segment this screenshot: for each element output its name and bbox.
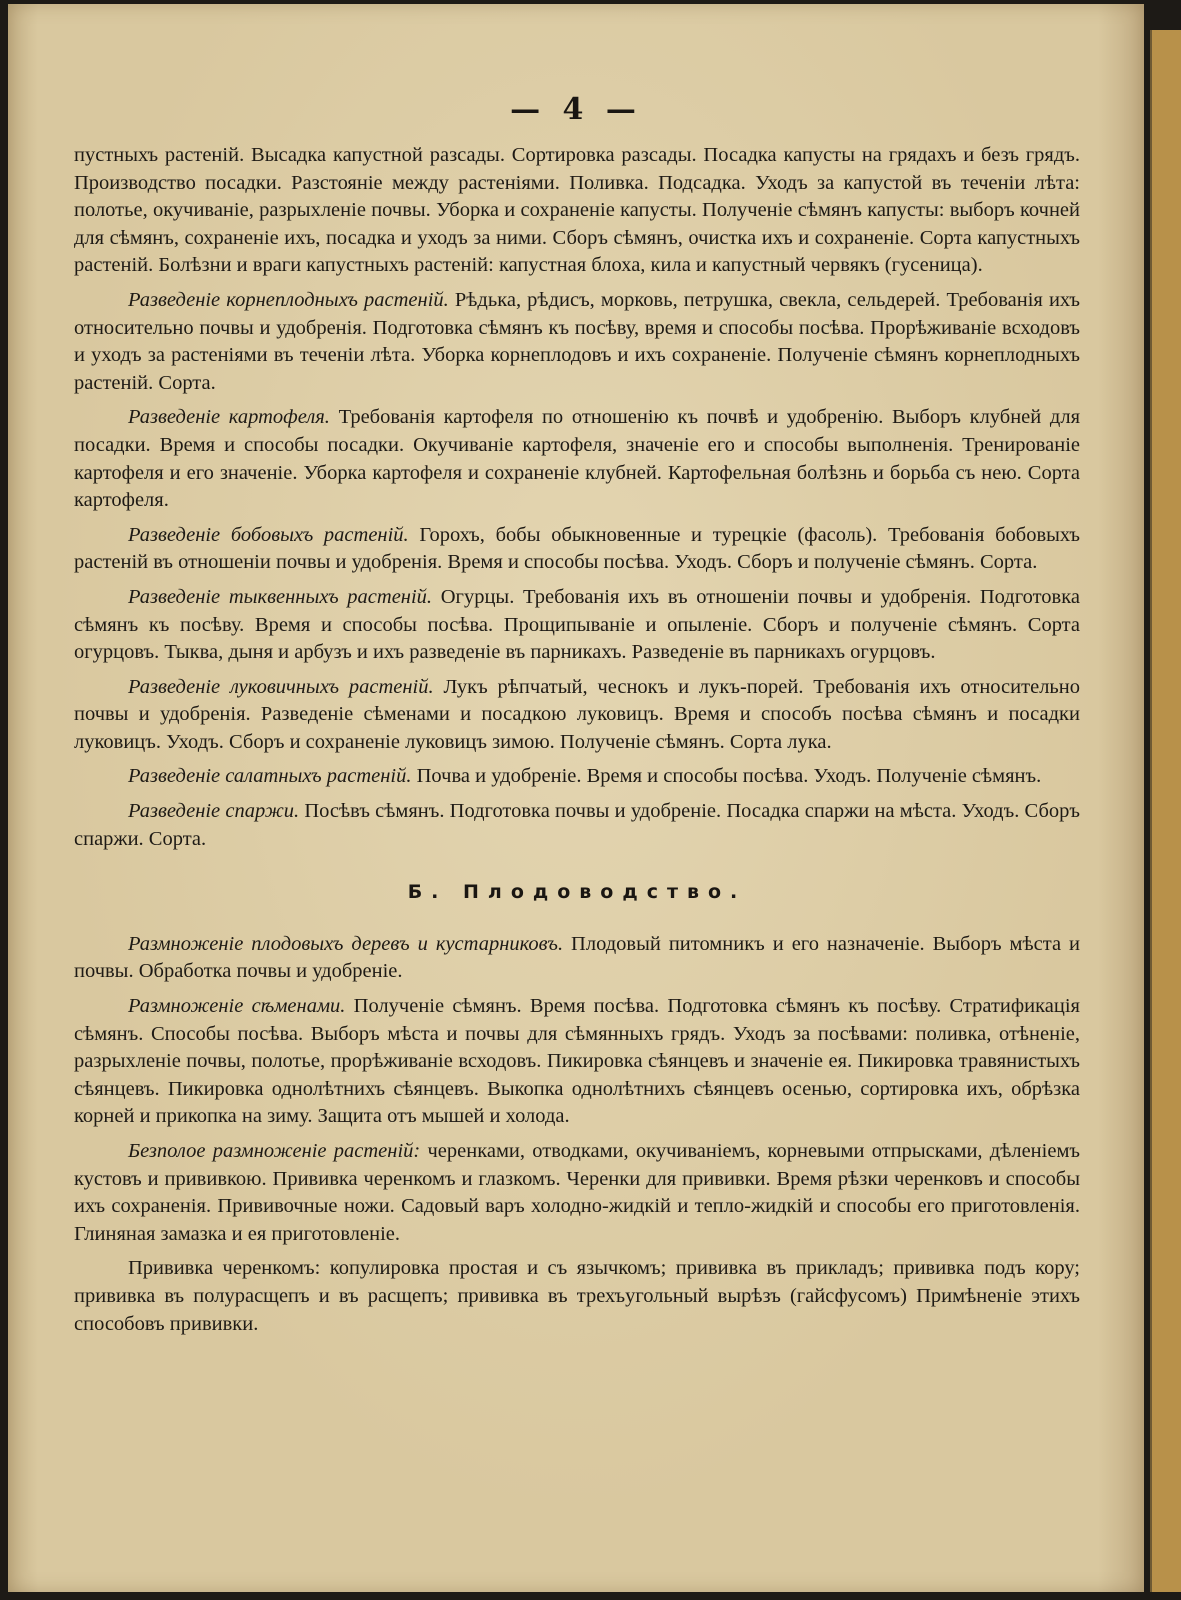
page-text (74, 142, 1080, 1345)
paragraph-lead: Разведеніе корнеплодныхъ растеній. (128, 288, 449, 311)
book-page (8, 4, 1144, 1592)
paragraph-text: черенками, отводками, окучиваніемъ, корневыми отпрысками, дѣленіемъ кустовъ и прививкою. Прививка черенкомъ и глазкомъ. Черенки для прививки. Время рѣзки черенковъ и способы ихъ сохраненія. Прививочные ножи. Садовый варъ холодно-жидкій и тепло-жидкій и способы его приготовленія. Глиняная замазка и ея приготовленіе. (74, 1140, 1081, 1245)
paragraph-potato (74, 404, 1080, 514)
paragraph-root-crops (74, 287, 1080, 397)
page-number: — 4 — (510, 92, 642, 127)
paragraph-lead: Разведеніе салатныхъ растеній. (128, 765, 412, 788)
paragraph-salad (74, 763, 1080, 791)
paragraph-text: Почва и удобреніе. Время и способы посѣва. Уходъ. Полученіе сѣмянъ. (411, 765, 1042, 788)
paragraph-lead: Разведеніе бобовыхъ растеній. (128, 523, 409, 546)
paragraph-grafting (74, 1255, 1080, 1338)
paragraph-lead: Размноженіе плодовыхъ деревъ и кустарниковъ. (128, 932, 564, 955)
paragraph-text: Требованія картофеля по отношенію къ почвѣ и удобренію. Выборъ клубней для посадки. Время и способы посадки. Окучиваніе картофеля, значеніе его и способы выполненія. Тренированіе картофеля и его значеніе. Уборка картофеля и сохраненіе клубней. Картофельная болѣзнь и борьба съ нею. Сорта картофеля. (74, 406, 1080, 512)
paragraph-text: Плодовый питомникъ и его назначеніе. Выборъ мѣста и почвы. Обработка почвы и удобреніе. (74, 932, 1081, 983)
section-heading: Б. Плодоводство. (407, 881, 747, 904)
paragraph-text: пустныхъ растеній. Высадка капустной разсады. Сортировка разсады. Посадка капусты на грядахъ и безъ грядъ. Производство посадки. Разстояніе между растеніями. Поливка. Подсадка. Уходъ за капустой въ теченіи лѣта: полотье, окучиваніе, разрыхленіе почвы. Уборка и сохраненіе капусты. Полученіе сѣмянъ капусты: выборъ кочней для сѣмянъ, сохраненіе ихъ, посадка и уходъ за ними. Сборъ сѣмянъ, очистка ихъ и сохраненіе. Сорта капустныхъ растеній. Болѣзни и враги капустныхъ растеній: капустная блоха, кила и капустный червякъ (гусеница). (74, 144, 1080, 277)
paragraph-legumes (74, 522, 1080, 577)
paragraph-lead: Разведеніе картофеля. (128, 406, 330, 429)
paragraph-asparagus (74, 798, 1080, 853)
paragraph-text: Огурцы. Требованія ихъ въ отношеніи почвы и удобренія. Подготовка сѣмянъ къ посѣву. Время и способы посѣва. Прощипываніе и опыленіе. Сборъ и полученіе сѣмянъ. Сорта огурцовъ. Тыква, дыня и арбузъ и ихъ разведеніе въ парникахъ. Разведеніе въ парникахъ огурцовъ. (74, 585, 1080, 664)
paragraph-bulbs (74, 674, 1080, 757)
paragraph-text: Лукъ рѣпчатый, чеснокъ и лукъ-порей. Требованія ихъ относительно почвы и удобренія. Разведеніе сѣменами и посадкою луковицъ. Время и способъ посѣва сѣмянъ и посадки луковицъ. Уходъ. Сборъ и сохраненіе луковицъ зимою. Полученіе сѣмянъ. Сорта лука. (74, 675, 1080, 753)
paragraph-lead: Безполое размноженіе растеній: (128, 1140, 421, 1162)
paragraph-lead: Разведеніе тыквенныхъ растеній. (128, 585, 433, 608)
paragraph-text: Посѣвъ сѣмянъ. Подготовка почвы и удобреніе. Посадка спаржи на мѣста. Уходъ. Сборъ спаржи. Сорта. (74, 800, 1080, 850)
adjacent-page-edge (1150, 30, 1181, 1592)
paragraph-text: Горохъ, бобы обыкновенные и турецкіе (фасоль). Требованія бобовыхъ растеній въ отношеніи почвы и удобренія. Время и способы посѣва. Уходъ. Сборъ и полученіе сѣмянъ. Сорта. (74, 523, 1080, 574)
paragraph-asexual-propagation (74, 1138, 1080, 1248)
paragraph-cucurbits (74, 584, 1080, 667)
paragraph-cabbage-continued (74, 142, 1080, 280)
paragraph-lead: Разведеніе луковичныхъ растеній. (128, 675, 434, 698)
paragraph-seed-propagation (74, 993, 1080, 1131)
paragraph-lead: Размноженіе сѣменами. (128, 995, 346, 1018)
paragraph-text: Полученіе сѣмянъ. Время посѣва. Подготовка сѣмянъ къ посѣву. Стратификація сѣмянъ. Способы посѣва. Выборъ мѣста и почвы для сѣмянныхъ грядъ. Уходъ за посѣвами: поливка, отѣненіе, разрыхленіе почвы, полотье, прорѣживаніе всходовъ. Пикировка сѣянцевъ и значеніе ея. Пикировка травянистыхъ сѣянцевъ. Пикировка однолѣтнихъ сѣянцевъ. Выкопка однолѣтнихъ сѣянцевъ осенью, сортировка ихъ, обрѣзка корней и прикопка на зиму. Защита отъ мышей и холода. (74, 995, 1080, 1128)
paragraph-text: Рѣдька, рѣдисъ, морковь, петрушка, свекла, сельдерей. Требованія ихъ относительно почвы и удобренія. Подготовка сѣмянъ къ посѣву, время и способы посѣва. Прорѣживаніе всходовъ и уходъ за растеніями въ теченіи лѣта. Уборка корнеплодовъ и ихъ сохраненіе. Полученіе сѣмянъ корнеплодныхъ растеній. Сорта. (74, 288, 1080, 394)
paragraph-lead: Разведеніе спаржи. (128, 800, 300, 823)
paragraph-text: Прививка черенкомъ: копулировка простая и съ язычкомъ; прививка въ прикладъ; прививка подъ кору; прививка въ полурасщепъ и въ расщепъ; прививка въ трехъугольный вырѣзъ (гайсфусомъ) Примѣненіе этихъ способовъ прививки. (74, 1257, 1080, 1335)
paragraph-fruit-propagation (74, 931, 1080, 986)
